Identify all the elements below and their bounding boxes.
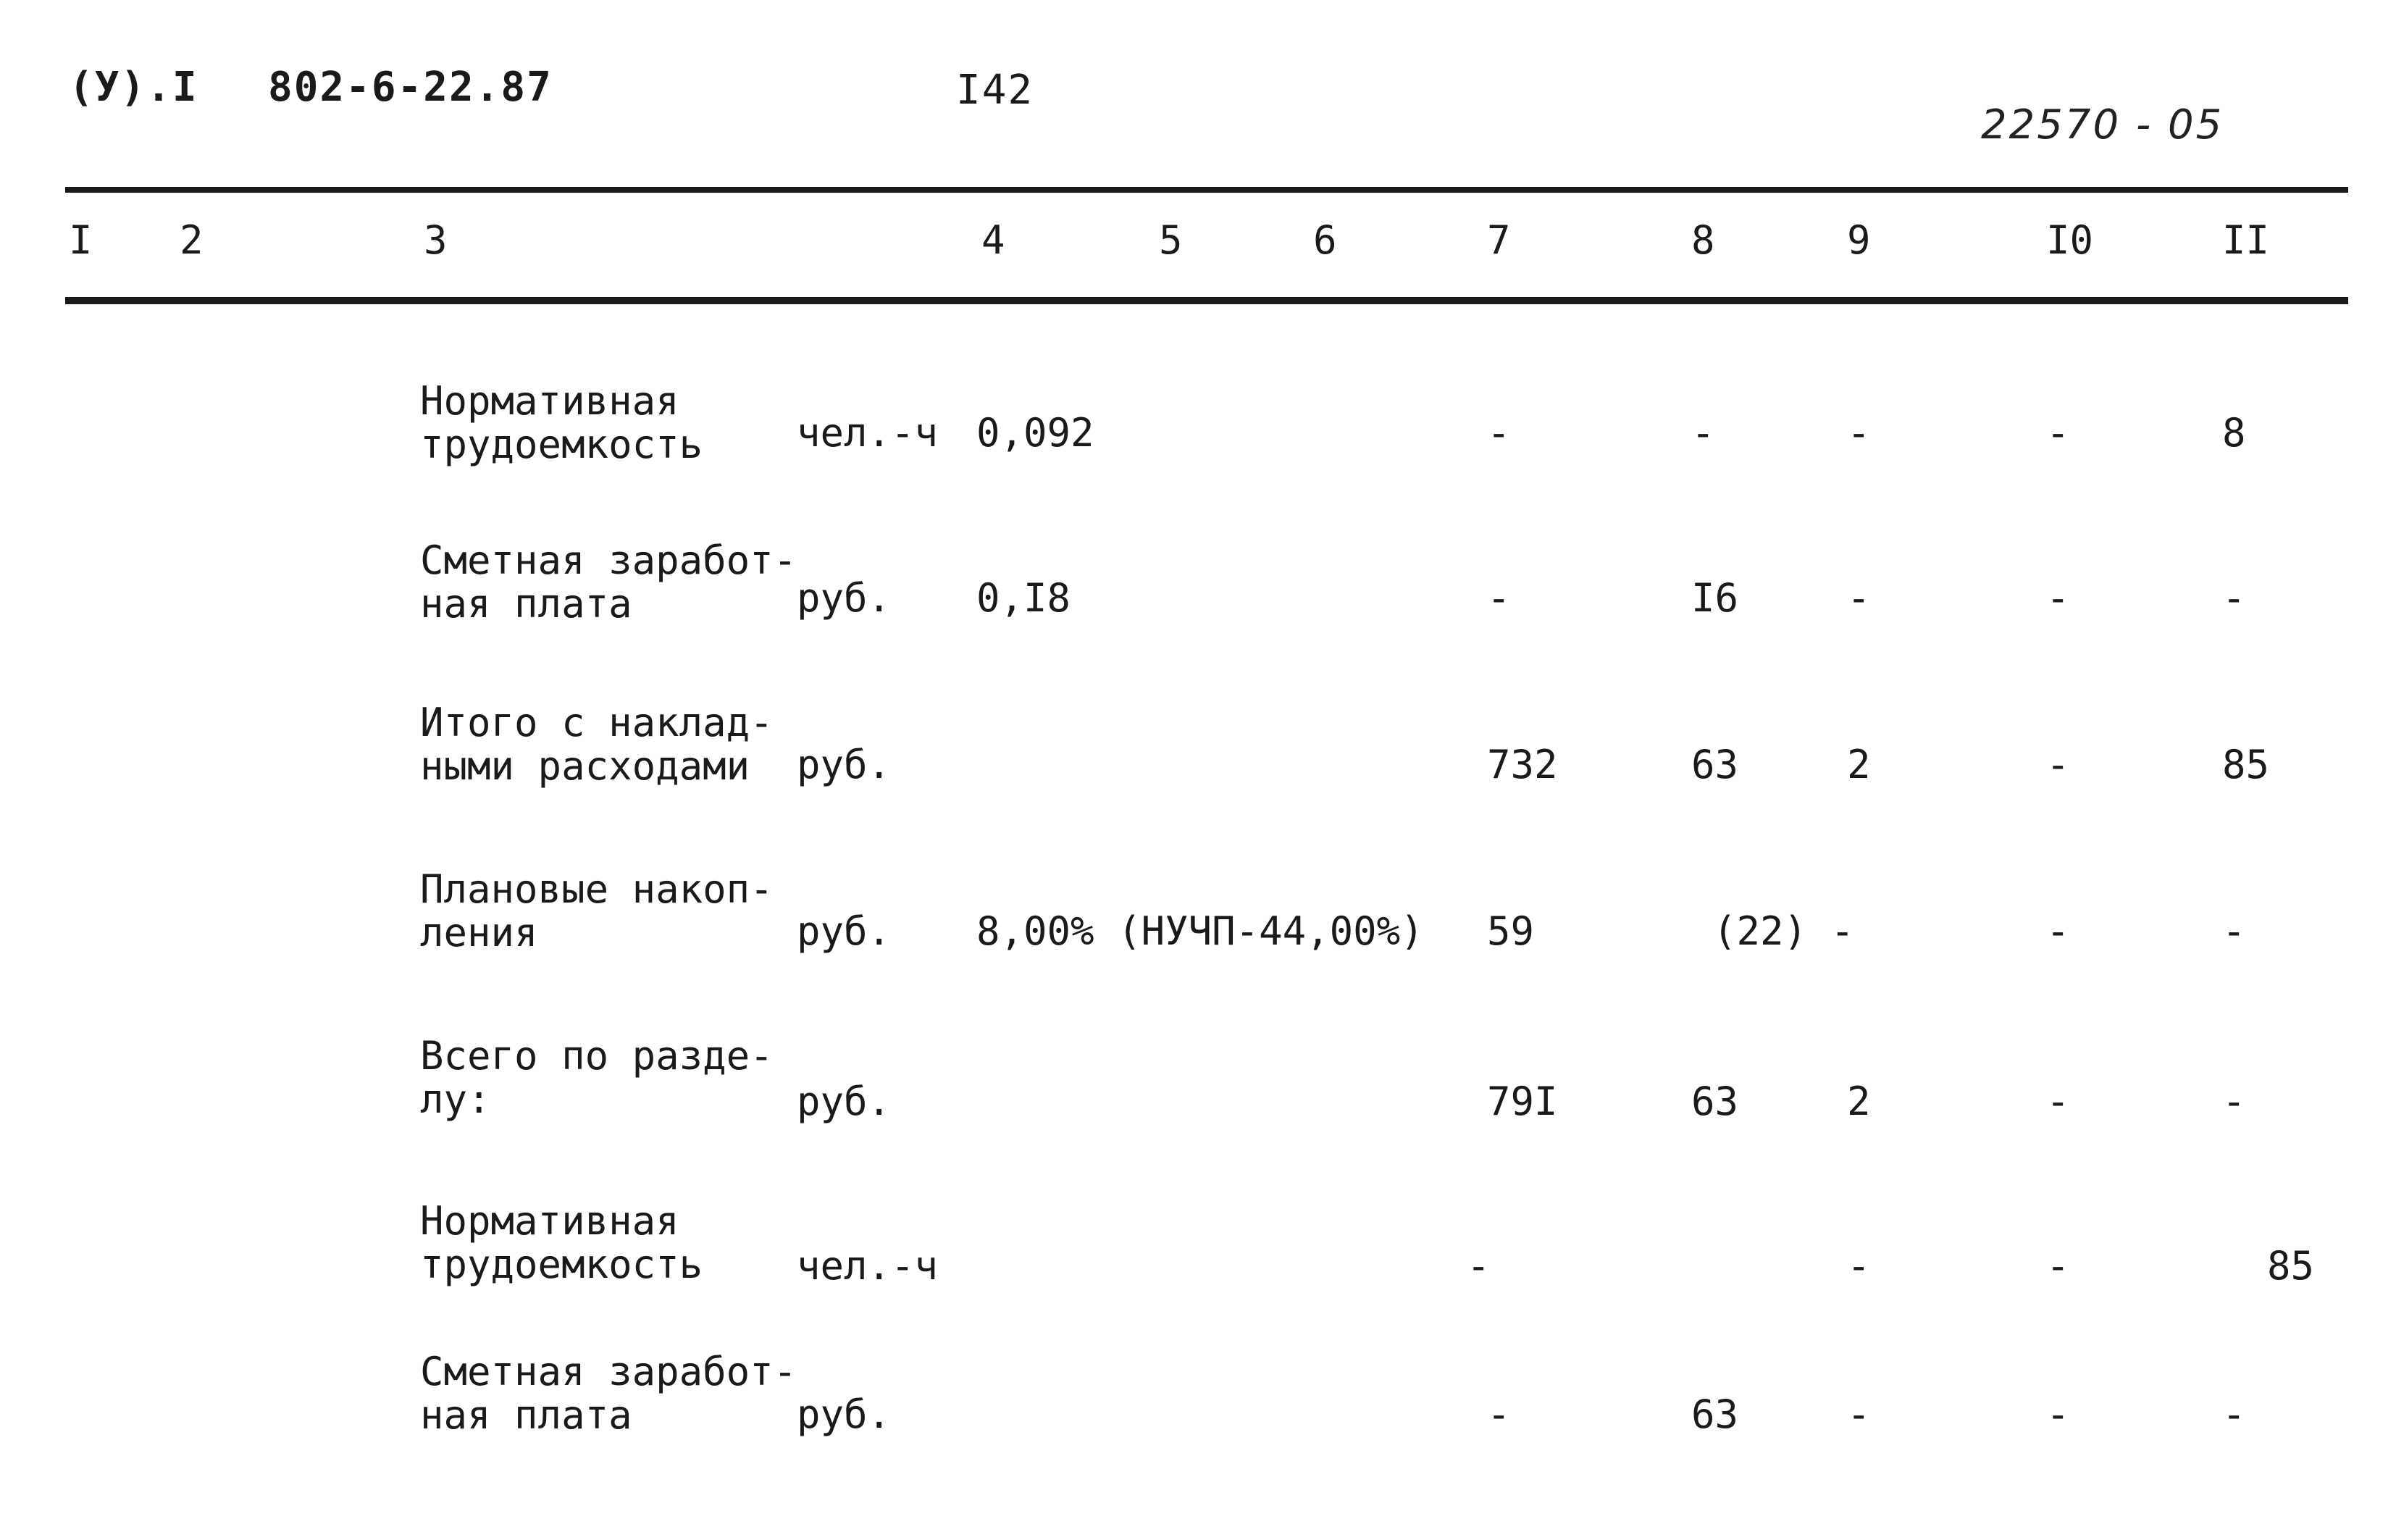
cell-col7: 79I — [1487, 1079, 1558, 1124]
cell-col7: - — [1487, 410, 1511, 456]
cell-col10: - — [2046, 1079, 2070, 1124]
cell-col4: 0,I8 — [976, 575, 1071, 621]
column-number: 2 — [180, 217, 204, 263]
cell-col4: 8,00% (НУЧП-44,00%) — [976, 908, 1424, 954]
doc-code-prefix: (У).I — [69, 64, 198, 111]
column-number: 7 — [1487, 217, 1511, 263]
cell-col4: 0,092 — [976, 410, 1094, 456]
column-number: I0 — [2046, 217, 2094, 263]
row-unit: руб. — [797, 575, 892, 621]
cell-col10: - — [2046, 1243, 2070, 1289]
cell-col7: 59 — [1487, 908, 1535, 954]
cell-col9: - — [1847, 575, 1871, 621]
row-unit: чел.-ч — [797, 1243, 939, 1289]
row-unit: руб. — [797, 1392, 892, 1437]
row-unit: руб. — [797, 742, 892, 787]
cell-col10: - — [2046, 575, 2070, 621]
row-label: Сметная заработ- ная плата — [420, 537, 797, 627]
handwritten-number: 22570 - 05 — [1981, 101, 2224, 148]
cell-col11: 8 — [2222, 410, 2246, 456]
cell-col8: 63 — [1691, 1392, 1739, 1437]
cell-col10: - — [2046, 908, 2070, 954]
top-rule — [65, 187, 2348, 193]
cell-col9: 2 — [1847, 742, 1871, 787]
cell-col9: - — [1847, 410, 1871, 456]
cell-col9: - — [1847, 1243, 1871, 1289]
cell-col11: 85 — [2267, 1243, 2315, 1289]
column-number: 3 — [424, 217, 448, 263]
cell-col11: 85 — [2222, 742, 2270, 787]
column-number: 4 — [981, 217, 1005, 263]
doc-code: 802-6-22.87 — [268, 64, 553, 111]
cell-col7: - — [1467, 1243, 1491, 1289]
cell-col7: 732 — [1487, 742, 1558, 787]
cell-col8: 63 — [1691, 742, 1739, 787]
cell-col8: 63 — [1691, 1079, 1739, 1124]
cell-col8: - — [1691, 410, 1715, 456]
header-bottom-rule — [65, 297, 2348, 304]
column-number: 9 — [1847, 217, 1871, 263]
column-number: 5 — [1159, 217, 1183, 263]
row-unit: руб. — [797, 1079, 892, 1124]
row-unit: руб. — [797, 908, 892, 954]
cell-col11: - — [2222, 1079, 2246, 1124]
cell-col11: - — [2222, 1392, 2246, 1437]
cell-col11: - — [2222, 908, 2246, 954]
page-number: I42 — [956, 67, 1034, 114]
cell-col8: (22) - — [1713, 908, 1855, 954]
column-number: I — [69, 217, 93, 263]
column-number: II — [2222, 217, 2270, 263]
row-label: Сметная заработ- ная плата — [420, 1349, 797, 1438]
column-number: 6 — [1313, 217, 1337, 263]
row-label: Итого с наклад- ными расходами — [420, 700, 774, 789]
cell-col9: - — [1847, 1392, 1871, 1437]
row-label: Плановые накоп- ления — [420, 866, 774, 955]
cell-col10: - — [2046, 410, 2070, 456]
row-unit: чел.-ч — [797, 410, 939, 456]
cell-col11: - — [2222, 575, 2246, 621]
cell-col10: - — [2046, 742, 2070, 787]
row-label: Нормативная трудоемкость — [420, 378, 703, 467]
cell-col10: - — [2046, 1392, 2070, 1437]
cell-col7: - — [1487, 1392, 1511, 1437]
cell-col8: I6 — [1691, 575, 1739, 621]
column-number: 8 — [1691, 217, 1715, 263]
cell-col9: 2 — [1847, 1079, 1871, 1124]
cell-col7: - — [1487, 575, 1511, 621]
row-label: Нормативная трудоемкость — [420, 1198, 703, 1287]
row-label: Всего по разде- лу: — [420, 1033, 774, 1122]
